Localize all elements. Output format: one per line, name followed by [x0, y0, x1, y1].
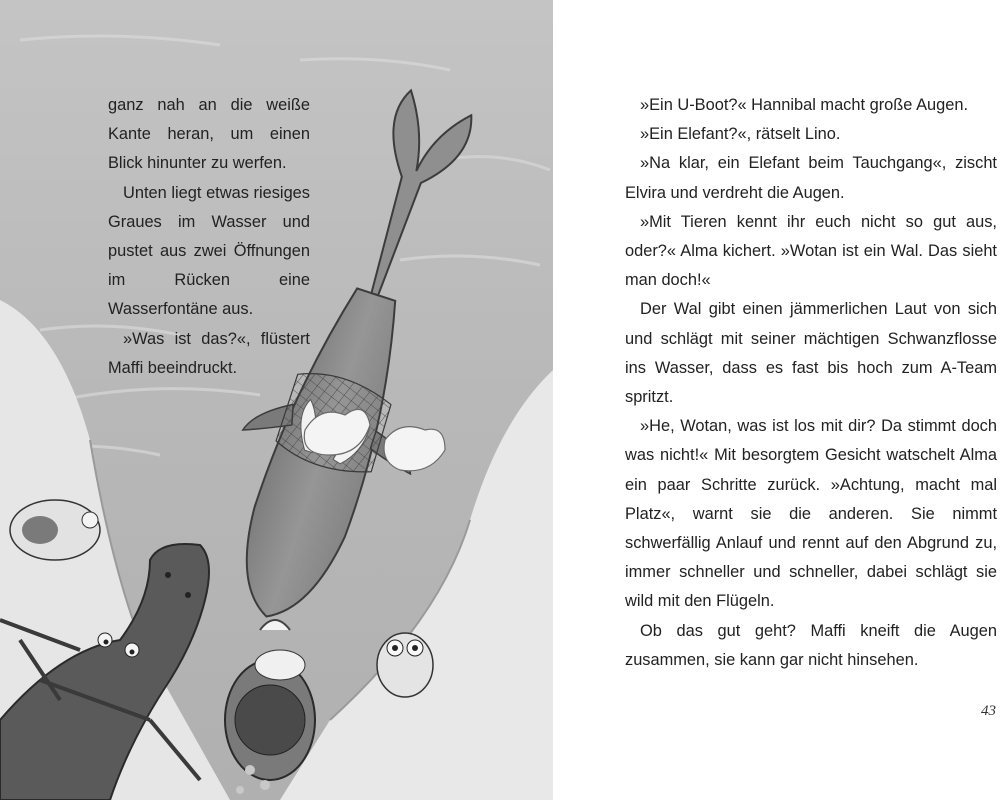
left-paragraph: »Was ist das?«, flüstert Maffi beeindruckt.	[108, 329, 310, 377]
right-paragraph: »Na klar, ein Elefant beim Tauchgang«, zischt Elvira und verdreht die Augen.	[625, 154, 997, 202]
guinea-pig-character	[10, 500, 100, 560]
page-number: 43	[981, 703, 996, 719]
right-paragraph: »He, Wotan, was ist los mit dir? Da stimmt doch was nicht!« Mit besorgtem Gesicht watschelt Alma ein paar Schritte zurück. »Achtung, macht mal Platz«, warnt sie die anderen. Sie nimmt schwerfällig Anlauf und rennt auf den Abgrund zu, immer schneller und schneller, dabei schlägt sie wild mit den Flügeln.	[625, 417, 997, 611]
right-paragraph: Ob das gut geht? Maffi kneift die Augen zusammen, sie kann gar nicht hinsehen.	[625, 621, 997, 669]
right-paragraph: »Mit Tieren kennt ihr euch nicht so gut aus, oder?« Alma kichert. »Wotan ist ein Wal. Das sieht man doch!«	[625, 212, 997, 290]
left-paragraph: Unten liegt etwas riesiges Graues im Wasser und pustet aus zwei Öffnungen im Rücken eine Wasserfontäne aus.	[108, 183, 310, 319]
right-paragraph: »Ein Elefant?«, rätselt Lino.	[640, 125, 841, 144]
right-page-text	[625, 91, 997, 675]
right-page	[553, 0, 1000, 800]
right-paragraph: »Ein U-Boot?« Hannibal macht große Augen.	[640, 96, 969, 114]
owl-character	[377, 633, 433, 697]
left-page-text	[108, 91, 310, 383]
right-paragraph: Der Wal gibt einen jämmerlichen Laut von sich und schlägt mit seiner mächtigen Schwanzflosse ins Wasser, dass es fast bis hoch zum A-Team spritzt.	[625, 300, 997, 407]
left-paragraph: ganz nah an die weiße Kante heran, um einen Blick hinunter zu werfen.	[108, 96, 310, 173]
